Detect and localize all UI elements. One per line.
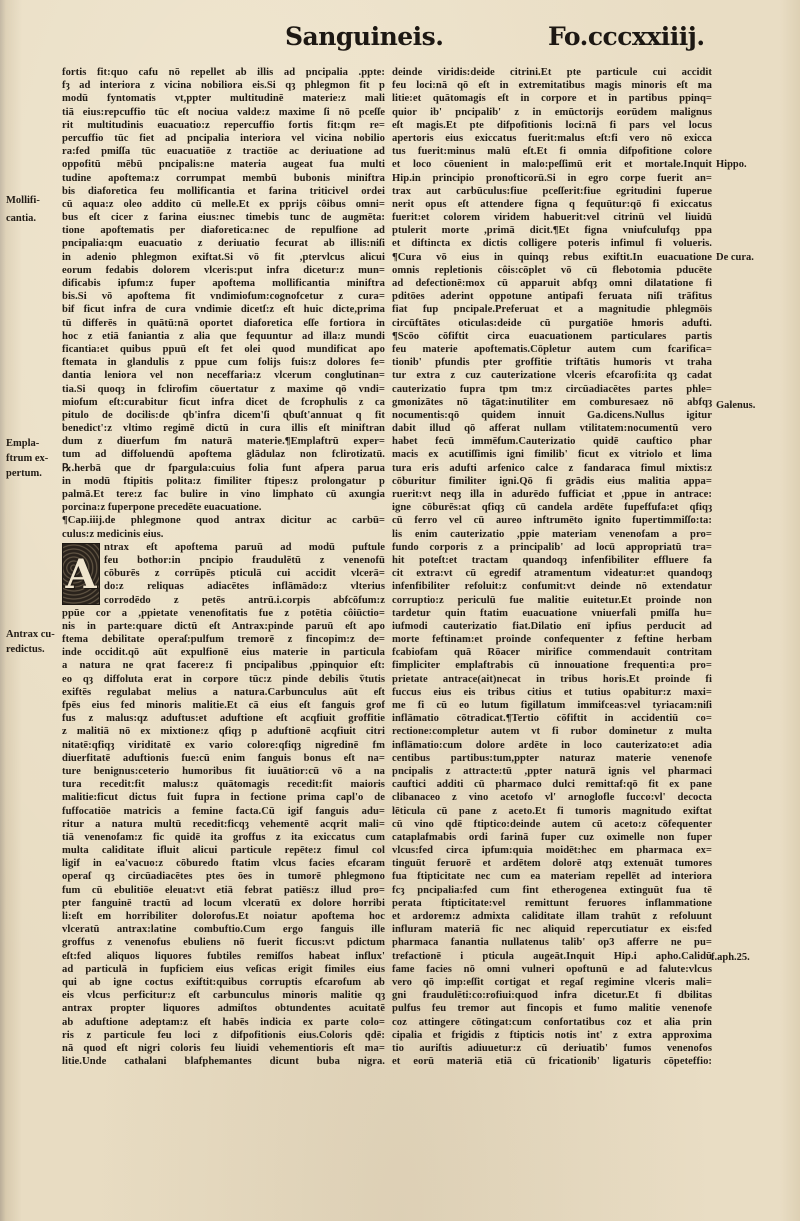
margin-note-line: redictus. — [6, 644, 45, 655]
text-line: fundo corporis z a principalib' ad locū appropriatū tra= — [392, 541, 712, 553]
text-line: ftemata in glandulis z ppue cum folijs fuis:z dolores fe= — [62, 357, 385, 369]
text-line: ad particulā in fupficiem eius veſicas erigit fimiles eius — [62, 963, 385, 975]
text-line: tione apoftematis per diaforetica:nec de repulfione ad — [62, 225, 385, 237]
running-title: Sanguineis. — [285, 22, 444, 51]
text-line: ris z particule feu loci z difpofitionis eius.Coloris qdē: — [62, 1029, 385, 1041]
text-line: ficantia:et quibus ppuū eſt fet olei quod mundificat apo — [62, 343, 385, 355]
text-line: fimpliciter emplaftrabis cū innouatione frequenti:a pro= — [392, 660, 712, 672]
text-line: centibus partibus:tum,ppter naturaz materie venenofe — [392, 752, 712, 764]
text-line: fame facies nō omni vulneri opoftunū e ad falute:vlcus — [392, 963, 712, 975]
left-column — [62, 66, 385, 1068]
text-line: feu bothor:in pncipio fraudulētū z venenofū — [104, 554, 385, 566]
text-line: rit multitudinis euacuatio:z repercuffio fortis fit:qm re= — [62, 119, 385, 131]
text-line: bis.Si vō apoftema fit vndimiofum:cognofcetur z cura= — [62, 291, 385, 303]
text-line: pncipalia:qm euacuatio z deriuatio fecurat ab illis:niſi — [62, 238, 385, 250]
text-line: pter fanguinē tractū ad locum vlceratū ex dolore horribi — [62, 897, 385, 909]
text-line: nocumentis:qō quidem innuit Ga.dicens.Nullus igitur — [392, 409, 712, 421]
text-line: eorum fedabis dolorem vlceris:put infra dicetur:z mun= — [62, 264, 385, 276]
margin-note-line: De cura. — [716, 252, 754, 263]
text-line: apertoris eius exiccatus fuerit:malus eſt:fi vero nō exicca — [392, 132, 712, 144]
text-line: tur extra z cuz cauterizatione vlceris efcarofi:ita qȝ cadat — [392, 370, 712, 382]
text-line: ture benignus:ceterio humoribus fit iuuātior:cū vō a na — [62, 765, 385, 777]
text-line: macis ex acutiſſimis igni fimilib' ficut ex vitriolo et lima — [392, 449, 712, 461]
text-line: tura eris adufti arfenico calce z fandaraca fimul mixtis:z — [392, 462, 712, 474]
text-line: hit poteſt:et tractam quandoqȝ infenfibiliter effluere fa — [392, 554, 712, 566]
text-line: litie.Unde cathalani blafphemantes dicunt buba nigra. — [62, 1056, 385, 1068]
text-line: et loco cōuenient in malo:peſſimū erit et mortale.Inquit — [392, 159, 712, 171]
text-line: tudine apoftema:z corrumpat membū bubonis miniftra — [62, 172, 385, 184]
text-line: cōburitur fimiliter igni.Qō fi grādis eius malitia appa= — [392, 475, 712, 487]
text-line: trefactionē i pticula augeāt.Inquit Hip.i apho.Calidū — [392, 950, 712, 962]
text-line: Hip.in principio pronofticorū.Si in egro corpe fuerit an= — [392, 172, 712, 184]
text-line: exiftēs regulabat melius a natura.Carbunculus aūt eſt — [62, 686, 385, 698]
text-line: multa caliditate ifluit alicui particule repēte:z fimul col — [62, 845, 385, 857]
text-line: diuerfitatē aduftionis fue:cū enim fanguis bonus eſt na= — [62, 752, 385, 764]
margin-note-galenus — [716, 399, 755, 413]
text-line: ra:fed pmiſſa tūc euacuatiōe z tractiōe ac deriuatione ad — [62, 146, 385, 158]
text-line: tia.Si quoqȝ in fclirofim cōuertatur z maxime qō vndi= — [62, 383, 385, 395]
text-line: et diftincta ex dictis colligere poteris infimul fi volueris. — [392, 238, 712, 250]
text-line: ppūe cor a ,ppietate venenofitatis fue z potētia côiūctio= — [62, 607, 385, 619]
margin-note-line: Antrax cu- — [6, 629, 55, 640]
text-line: cauterizatio fupra tpm tm:z circūadiacētes partes phle= — [392, 383, 712, 395]
text-line: prietate antrace(ait)necat in tribus horis.Et proinde fi — [392, 673, 712, 685]
text-line: tiā venenofam:z fic quidē ita groffus z ita exiccatus cum — [62, 831, 385, 843]
text-line: tus fuerit:minus malū eſt.Et fi omnia difpofitione colore — [392, 146, 712, 158]
text-line: percuffio tūc fiet ad pncipalia interiora vel vicina nobilio — [62, 132, 385, 144]
text-line: porcina:z fuperpone precedēte euacuatione. — [62, 502, 262, 514]
text-line: tum ad diffoluendū apoftema glādulaz non fclirotizatū. — [62, 449, 385, 461]
text-line: ¶Cura vō eius in quinqȝ rebus exiftit.In euacuatione — [392, 251, 712, 263]
text-line: miofum eſt:curabitur ficut infra dicet de fcrophulis z ca — [62, 396, 385, 408]
text-line: gni fraudulēti:co:rofiui:quod infra dicetur.Et fi dbilitas — [392, 990, 712, 1002]
margin-note-line: Mollifi- — [6, 195, 40, 206]
text-line: iufmodi cauterizatio fiat.Dilatio enī ipfius perducit ad — [392, 620, 712, 632]
text-line: cōburēs z corrūpēs pticulā cui accidit vlcerā= — [104, 568, 385, 580]
text-line: omnis repletionis côis:cōplet vō cū flebotomia pducēte — [392, 264, 712, 276]
text-line: benedict':z vltimo regimē dictū in cura illis eſt miniftran — [62, 423, 385, 435]
text-line: fcabiofam quā Rōacer mirifice commendauit contritam — [392, 647, 712, 659]
text-line: ℞.herbā que dr fpargula:cuius folia funt afpera parua — [62, 462, 385, 474]
text-line: eo qȝ diffoluta erat in corpore tūc:z pinde debilis ṽtutis — [62, 673, 385, 685]
text-line: tura recedit:fit malus:z quātomagis recedit:fit maioris — [62, 779, 385, 791]
text-line: perata ftipticitate:vel remittunt feruores inflammatione — [392, 897, 712, 909]
text-line: feu materie apoftematis.Cōpletur autem cum fcarifica= — [392, 343, 712, 355]
text-line: influram materiā fic nec aliquid repercutiatur ex eis:fed — [392, 924, 712, 936]
text-line: dantia leniora vel non neceffaria:z vlcerum conglutinan= — [62, 370, 385, 382]
text-line: qui ab igne coctus exiftit:quibus corruptis efcarofum ab — [62, 976, 385, 988]
text-line: igne cōburēs:at qfiqȝ cū candela ardēte fupeffufa:et qfiqȝ — [392, 502, 712, 514]
text-line: fȝ ad interiora z vicina nobiliora eis.Si qȝ phlegmon fit p — [62, 80, 385, 92]
text-line: modū fyntomatis vt,ppter multitudinē materie:z mali — [62, 93, 385, 105]
text-line: a natura ne qrat facere:z fi pncipalibus ,ppinquior eſt: — [62, 660, 385, 672]
text-line: fuccus eius eis tribus citius et tutius opabitur:z maxi= — [392, 686, 712, 698]
text-line: in adenio phlegmon exiftat.Si vō fit ,ptervlcus alicui — [62, 251, 385, 263]
text-line: operaſ qȝ circūadiacētes ptes ōes in tumorē phlegmono — [62, 871, 385, 883]
right-column — [392, 66, 712, 1068]
text-line: rectione:completur autem vt fi rubor dominetur z multa — [392, 726, 712, 738]
text-line: coz attingere cōtingat:cum confortatibus coz et alia prin — [392, 1016, 712, 1028]
text-line: z malitiā nō ex mixtione:z qfiqȝ p aduftionē acqfiuit citri — [62, 726, 385, 738]
text-line: vlcus:fed circa ipfum:quia moidēt:hec em pharmaca ex= — [392, 845, 712, 857]
text-line: litie:et quātomagis eſt in corpore et in partibus ppinq= — [392, 93, 712, 105]
text-line: fum cū ebulitiōe eleuat:vt etiā febrat patiēs:z illud pro= — [62, 884, 385, 896]
text-line: tardetur quin ftatim euacuatione vniuerfali pmiſſa hu= — [392, 607, 712, 619]
text-line: hoc z etiā faniantia z alia que fequuntur ad illa:z mundi — [62, 330, 385, 342]
text-line: li:eſt em horribiliter dolorofus.Et noiatur apoftema hoc — [62, 911, 385, 922]
margin-note-line: Empla- — [6, 438, 40, 449]
text-line: eis vlcus perficitur:z eſt carbunculus minoris malitie qȝ — [62, 990, 385, 1002]
text-line: do:z reliquas adiacētes inflāmādo:z vlterius — [104, 581, 385, 593]
text-line: inflāmatio:cum dolore ardēte in loco cauterizato:et adia — [392, 739, 712, 751]
margin-note-aphorism — [711, 951, 750, 965]
text-line: cauftici additi cū pharmaco dulci remittaf:qō fit ex pane — [392, 779, 712, 791]
text-line: oppofitū mēbū pncipalis:ne materia augeat fua multi — [62, 159, 385, 171]
text-line: ¶Cap.iiij.de phlegmone quod antrax dicitur ac carbū= — [62, 515, 385, 527]
text-line: ad defectionē:mox cū apparuit abfqȝ omni dilatatione fi — [392, 278, 712, 289]
text-line: nis in parte:quare dictū eſt Antrax:pinde paruū eſt apo — [62, 620, 385, 632]
margin-note-line: Galenus. — [716, 400, 756, 411]
text-line: fua ftipticitate nec cum ea materiam repellēt ad interiora — [392, 871, 712, 883]
text-line: tū differēs in quātū:nā oportet diaforetica eſſe fortiora in — [62, 317, 385, 329]
text-line: cipalia et frigidis z ftipticis notis int' z extra approxima — [392, 1029, 712, 1041]
text-line: nitatē:qfiqȝ viriditatē ex vario colore:qfiqȝ nigredinē fm — [62, 739, 385, 751]
decorated-initial: A — [62, 543, 100, 605]
text-line: nerit opus eſt attendere figna q fequūtur:qō fi exiccatus — [392, 198, 712, 210]
text-line: cū ferro vel cū aureo inftrumēto ignito fupertimmiſſo:ta: — [392, 515, 712, 527]
margin-note-antrax — [6, 627, 55, 657]
text-line: ntrax eſt apoftema paruū ad modū puftule — [104, 541, 385, 553]
text-line: eſt magis.Et pte difpofitionis loci:nā fi pars vel locus — [392, 119, 712, 131]
text-line: cū vino qdē ftiptico:deinde autem cū aceto:z cōfequenter — [392, 818, 712, 830]
text-line: inde occidit.qō aūt expulfionē eius materie in particula — [62, 647, 385, 659]
text-line: dum z diuerfum fm naturā materie.¶Emplaftrū exper= — [62, 436, 385, 448]
text-line: pitulo de docilis:de qb'infra dicem'ſi ɋbuſt'annuat q fit — [62, 409, 385, 421]
text-line: inflāmatio cōtradicat.¶Tertio cōfiftit in accidentiū co= — [392, 713, 712, 725]
text-line: bus eſt cicer z farina eius:nec timebis tunc de augmēta: — [62, 212, 385, 224]
text-line: groffus z venenofus ebuliens nō fuerit ficcus:vt pdictum — [62, 937, 385, 949]
text-line: infenfibiliter refoluit:z confumit:vt deinde nō extendatur — [392, 581, 712, 593]
text-line: ¶Scōo cōfiftit circa euacuationem particulares partis — [392, 330, 712, 342]
margin-note-line: Hippo. — [716, 159, 747, 170]
text-line: eſt:fed aliquos liquores fubtiles remiſſos habeat influx' — [62, 950, 385, 962]
text-line: antrax propter liquores admiſtos obtundentes acuitatē — [62, 1003, 385, 1015]
text-line: pncipalis z attracte:tū ,ppter naturā ignis vel pharmaci — [392, 765, 712, 777]
text-line: cit extra:vt cū egredif atramentum videatur:et quandoqȝ — [392, 568, 712, 580]
text-line: feu loci:nā qō eſt in extremitatibus magis minoris eſt ma — [392, 80, 712, 92]
text-line: morte feftinam:et proinde confequenter z feftine herbam — [392, 634, 712, 646]
text-line: palmā.Et tere:z fac bulire in vino limphato cū axungia — [62, 489, 385, 500]
text-line: ruerit:vt neqȝ illa in adurēdo fufficiat et ,ppue in antrace: — [392, 489, 712, 500]
text-line: tionib' pfundis pter groffitie triftātis humoris vt traha — [392, 357, 712, 369]
margin-note-de-cura — [716, 251, 754, 265]
text-line: cataplafmabis ordi farinā fuper cuz oximelle non fuper — [392, 831, 712, 843]
text-line: clibanaceo z vino acetofo vl' arnoglofle fucco:vl' decocta — [392, 792, 712, 804]
text-line: fus z malus:qz aduftus:et aduftione eſt acqfiuit groffitie — [62, 713, 385, 725]
text-line: dificabis ipfum:z fuper apoftema mollificantia miniftra — [62, 278, 385, 289]
text-line: circūftātes oticulas:deide cū purgatiōe hmoris adufti. — [392, 317, 712, 329]
text-line: ab aduftione adeptam:z eſt habēs indicia ex parte colo= — [62, 1016, 385, 1028]
margin-note-line: cantia. — [6, 213, 37, 224]
text-line: ligif in ea'vacuo:z cōburedo ftatim vlcus facies efcaram — [62, 858, 385, 870]
text-line: deinde viridis:deide citrini.Et pte particule cui accidit — [392, 67, 712, 78]
text-line: ptulerit morte ,primā dicit.¶Et figna vniufculufqȝ ppa — [392, 225, 712, 237]
text-line: bis diaforetica feu mollificantia et farina triticivel ordei — [62, 185, 385, 197]
text-line: ritur a natura multū recedit:ficqȝ vehementē acqrit mali= — [62, 818, 385, 830]
text-line: me fi cū eo lutum figillatum immifceas:vel tyriacam:niſi — [392, 700, 712, 711]
text-line: habet fecū immēfum.Cauterizatio quidē cauftico phar — [392, 436, 712, 448]
text-line: et eorū materiā etiā cū fricationib' ligaturis cōpeteffio: — [392, 1056, 712, 1068]
text-line: vlceratū antrax:latine combuftio.Cum ergo fanguis ille — [62, 924, 385, 936]
text-line: lis enim cauterizatio ,ppie materiam venenofam a pro= — [392, 528, 712, 540]
text-line: malitie:ficut dictus fuit fupra in fectione prima capl'o de — [62, 792, 385, 804]
text-line: tinguūt feruorē et ardētem dolorē atqȝ extenuāt tumores — [392, 858, 712, 870]
text-line: et ardorem:z admixta caliditate illam trahūt z refoluunt — [392, 911, 712, 922]
margin-note-hippo — [716, 158, 747, 172]
text-line: pulfus feu tremor aut fincopis et fumo malitie venenofe — [392, 1003, 712, 1015]
text-line: corruptio:z periculū fue malitie euitetur.Et proinde non — [392, 594, 712, 606]
text-line: cū aqua:z oleo addito cū melle.Et ex pprijs côibus omni= — [62, 198, 385, 210]
text-line: ftema debilitate operaſ:pulfum tremorē z fincopim:z de= — [62, 634, 385, 646]
text-line: fiat fup pncipale.Preferuat et a magnitudie phlegmōis — [392, 304, 712, 316]
text-line: tiā eius:repcuffio tūc eſt nociua valde:z maxime ſi nō pceſſe — [62, 106, 385, 118]
text-line: fuerit:et colorem viridem habuerit:vel citrinū vel liuidū — [392, 212, 712, 224]
margin-note-line: f.aph.25. — [711, 952, 750, 963]
text-line: in modū ftipitis polita:z fimiliter ftipes:z prolongatur p — [62, 475, 385, 487]
text-line: corrodēdo z petēs antrū.i.corpis abfcōfum:z — [104, 594, 385, 606]
text-line: tio auriſtis adiuuetur:z cū deriuatib' fumos venenofos — [392, 1042, 712, 1054]
text-line: pharmaca fanantia nullatenus talib' op3 afferre ne pu= — [392, 937, 712, 949]
text-line: fuffocatiōe matricis a femine facta.Cū igif fanguis adu= — [62, 805, 385, 817]
text-line: culus:z medicinis eius. — [62, 528, 164, 540]
text-line: dabit illud qō afferat nullam vtilitatem:nocumentū vero — [392, 423, 712, 435]
text-line: vero qō imp:eſſit cortigat et regaſ regimine vlceris mali= — [392, 976, 712, 988]
text-line: bif ficut infra de cura vndimie dicetſ:z eſt huic dicte,prima — [62, 304, 385, 316]
text-line: quior ib' pncipalib' z in emūctorijs eorūdem malignus — [392, 106, 712, 118]
text-line: lēticula cū pane z aceto.Et fi tumoris magnitudo exiftat — [392, 805, 712, 817]
text-line: fpēs eius fed minoris malitie.Et cā eius eſt fanguis grof — [62, 700, 385, 711]
margin-note-mollificantia — [6, 192, 40, 228]
text-line: fortis fit:quo cafu nō repellet ab illis ad pncipalia .ppte: — [62, 67, 385, 78]
margin-note-line: pertum. — [6, 468, 42, 479]
text-line: gmonizātes nō tāgat:inutiliter em comburesaez nō abfqȝ — [392, 396, 712, 408]
text-line: trax aut carbūculus:fiue pceſſerit:fiue egritudini fuperue — [392, 185, 712, 197]
text-line: fcȝ pncipalia:fed cum fint etherogenea extinguūt fua tē — [392, 884, 712, 896]
folio-number: Fo.cccxxiiij. — [548, 22, 705, 51]
text-line: nā quod eſt nigri coloris feu liuidi vehementioris eſt ma= — [62, 1042, 385, 1054]
text-line: pditōes aderint oppotune antipafi feruata niſi trāfitus — [392, 291, 712, 303]
margin-note-line: ftrum ex- — [6, 453, 49, 464]
margin-note-emplastrum — [6, 436, 48, 481]
